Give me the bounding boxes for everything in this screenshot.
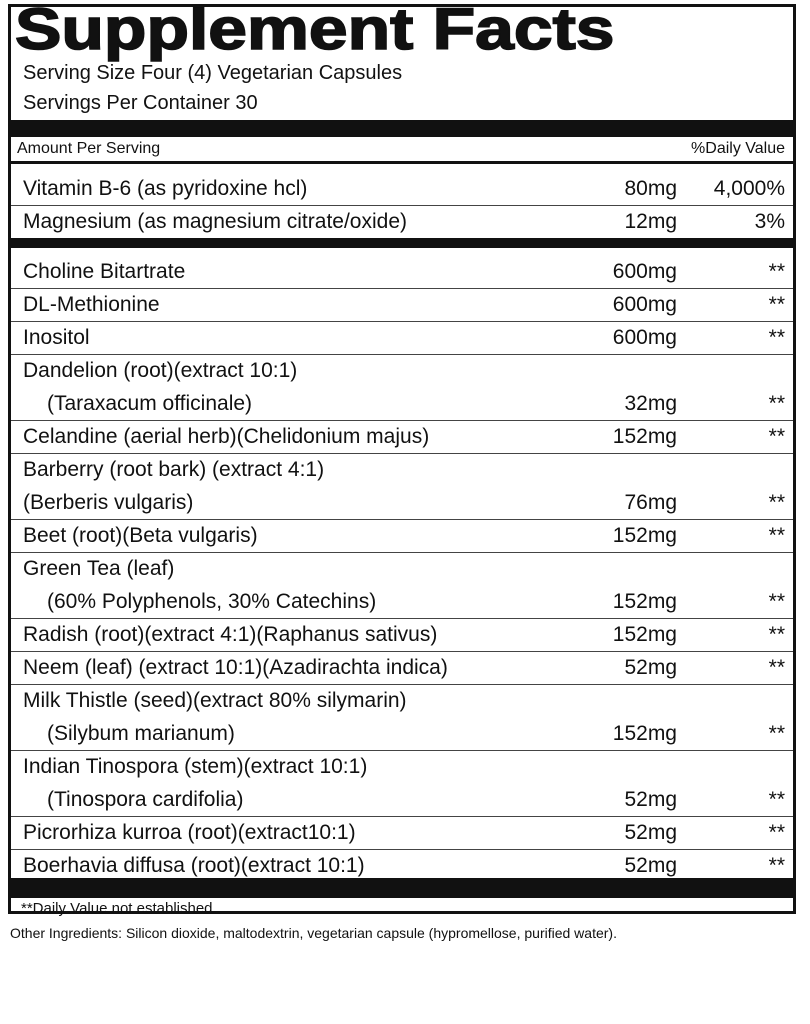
ingredient-row [11,420,793,453]
ingredient-amount: 32mg [624,392,677,415]
ingredient-row [11,354,793,420]
ingredient-daily-value: ** [768,788,785,811]
ingredient-row [11,750,793,816]
panel-title: Supplement Facts [15,0,615,62]
ingredient-amount: 52mg [624,788,677,811]
thick-divider-middle [11,238,793,248]
ingredient-daily-value: ** [768,293,785,316]
ingredient-row [11,552,793,618]
ingredient-row [11,816,793,849]
vitamin-amount: 80mg [624,177,677,200]
ingredient-name-continued: (Silybum marianum) [47,722,235,745]
ingredient-amount: 152mg [612,425,677,448]
ingredient-amount: 152mg [612,524,677,547]
ingredient-name: Choline Bitartrate [23,260,186,283]
ingredient-name: Green Tea (leaf) [23,557,175,580]
ingredient-amount: 152mg [612,590,677,613]
ingredient-amount: 600mg [612,326,677,349]
ingredient-daily-value: ** [768,392,785,415]
ingredient-name-continued: (Taraxacum officinale) [47,392,253,415]
ingredient-daily-value: ** [768,326,785,349]
ingredient-name: Inositol [23,326,90,349]
thick-divider-top [11,120,793,137]
ingredient-name: Radish (root)(extract 4:1)(Raphanus sativus) [23,623,438,646]
ingredient-row [11,651,793,684]
ingredient-row [11,519,793,552]
vitamin-daily-value: 3% [754,210,785,233]
ingredient-row [11,618,793,651]
ingredient-name: Milk Thistle (seed)(extract 80% silymarin) [23,689,407,712]
ingredient-row [11,321,793,354]
header-divider [11,161,793,164]
vitamin-daily-value: 4,000% [713,177,785,200]
vitamin-name: Magnesium (as magnesium citrate/oxide) [23,210,407,233]
ingredient-name: Barberry (root bark) (extract 4:1) [23,458,325,481]
ingredient-row [11,453,793,519]
daily-value-footnote: **Daily Value not established. [21,900,217,917]
ingredient-daily-value: ** [768,491,785,514]
column-header-row [11,137,793,163]
ingredient-daily-value: ** [768,524,785,547]
ingredient-name: Celandine (aerial herb)(Chelidonium majus) [23,425,430,448]
ingredient-name: Indian Tinospora (stem)(extract 10:1) [23,755,368,778]
other-ingredients: Other Ingredients: Silicon dioxide, maltodextrin, vegetarian capsule (hypromellose, purified water). [10,925,617,941]
ingredient-name: Picrorhiza kurroa (root)(extract10:1) [23,821,356,844]
thick-divider-bottom [11,878,793,898]
ingredient-name: Boerhavia diffusa (root)(extract 10:1) [23,854,365,877]
ingredient-name-continued: (60% Polyphenols, 30% Catechins) [47,590,377,613]
vitamin-row [11,205,793,237]
ingredient-name: Beet (root)(Beta vulgaris) [23,524,258,547]
ingredient-daily-value: ** [768,260,785,283]
ingredient-daily-value: ** [768,623,785,646]
ingredient-name: Dandelion (root)(extract 10:1) [23,359,298,382]
servings-per-container: Servings Per Container 30 [23,92,258,114]
ingredient-name-continued: (Berberis vulgaris) [23,491,194,514]
amount-per-serving-label: Amount Per Serving [17,140,161,157]
ingredient-row [11,255,793,288]
ingredient-amount: 52mg [624,854,677,877]
serving-size: Serving Size Four (4) Vegetarian Capsules [23,62,403,84]
ingredient-amount: 152mg [612,623,677,646]
ingredient-name-continued: (Tinospora cardifolia) [47,788,244,811]
supplement-facts-panel [8,0,796,917]
ingredient-amount: 600mg [612,260,677,283]
ingredient-name: Neem (leaf) (extract 10:1)(Azadirachta indica) [23,656,448,679]
ingredient-amount: 52mg [624,656,677,679]
daily-value-label: %Daily Value [691,140,785,157]
vitamin-name: Vitamin B-6 (as pyridoxine hcl) [23,177,308,200]
ingredient-amount: 152mg [612,722,677,745]
ingredient-amount: 52mg [624,821,677,844]
vitamin-amount: 12mg [624,210,677,233]
ingredient-daily-value: ** [768,722,785,745]
ingredient-row [11,288,793,321]
ingredient-daily-value: ** [768,821,785,844]
ingredient-daily-value: ** [768,425,785,448]
ingredient-name: DL-Methionine [23,293,160,316]
ingredient-daily-value: ** [768,854,785,877]
vitamin-row [11,172,793,204]
ingredient-amount: 76mg [624,491,677,514]
ingredient-row [11,684,793,750]
ingredient-daily-value: ** [768,590,785,613]
ingredient-amount: 600mg [612,293,677,316]
ingredient-daily-value: ** [768,656,785,679]
